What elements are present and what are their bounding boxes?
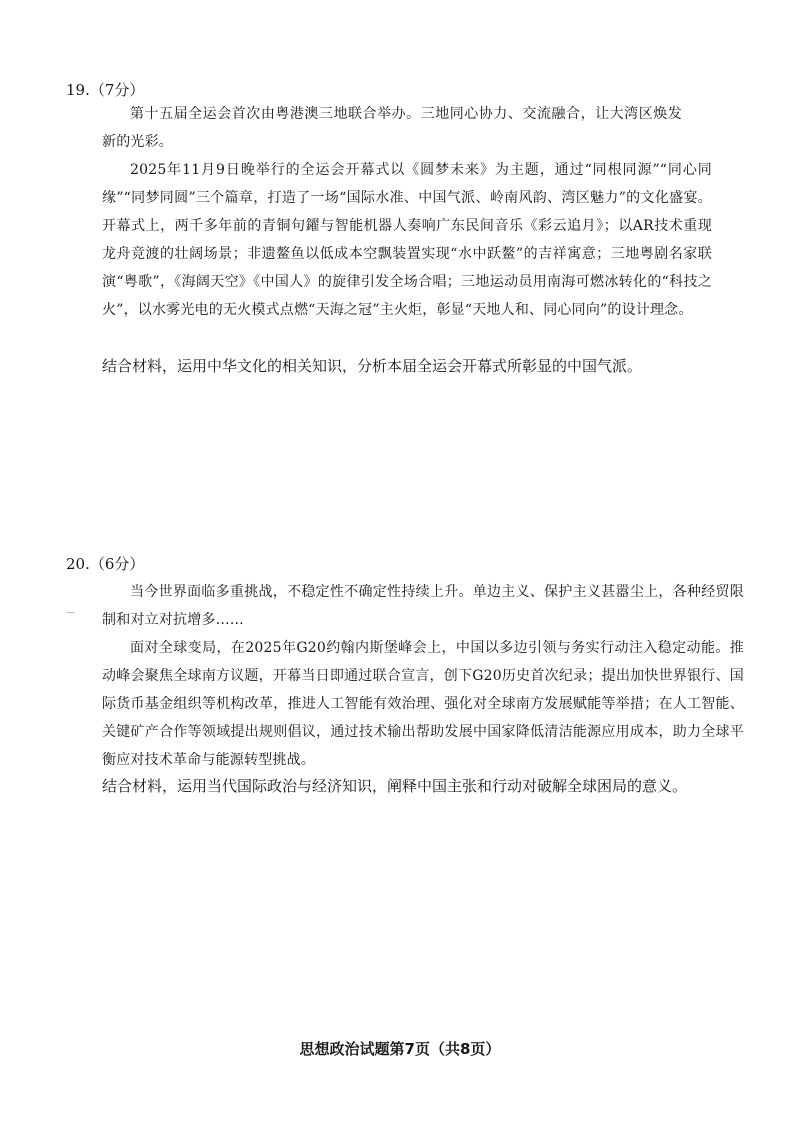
q19-header: 19.（7分） bbox=[66, 81, 145, 99]
q19-material-body: 2025年11月9日晚举行的全运会开幕式以《圆梦未来》为主题，通过“同根同源”“同心同缘”“同梦同圆”三个篇章，打造了一场“国际水准、中国气派、岭南风韵、湾区魅力”的文化盛宴。开幕式上，两千多年前的青铜句鑃与智能机器人奏响广东民间音乐《彩云追月》；以AR技术重现龙舟竞渡的壮阔场景；非遗鳌鱼以低成本空飘装置实现“水中跃鳌”的吉祥寓意；三地粤剧名家联演“粤歌”，《海阔天空》《中国人》的旋律引发全场合唱；三地运动员用南海可燃冰转化的“科技之火”，以水雾光电的无火模式点燃“天海之冠”主火炬，彰显“天地人和、同心同向”的设计理念。 bbox=[102, 162, 712, 318]
q20-material-body: 面对全球变局，在2025年G20约翰内斯堡峰会上，中国以多边引领与务实行动注入稳定动能。推动峰会聚焦全球南方议题，开幕当日即通过联合宣言，创下G20历史首次纪录；提出加快世界银行、国际货币基金组织等机构改革，推进人工智能有效治理、强化对全球南方发展赋能等举措；在人工智能、关键矿产合作等领域提出规则倡议，通过技术输出帮助发展中国家降低清洁能源应用成本，助力全球平衡应对技术革命与能源转型挑战。 bbox=[102, 640, 744, 768]
q20-question: 结合材料，运用当代国际政治与经济知识，阐释中国主张和行动对破解全球困局的意义。 bbox=[102, 777, 688, 795]
q20-material-intro: 当今世界面临多重挑战，不稳定性不确定性持续上升。单边主义、保护主义甚嚣尘上，各种经贸限制和对立对抗增多…… bbox=[102, 584, 744, 628]
q19-question: 结合材料，运用中华文化的相关知识，分析本届全运会开幕式所彰显的中国气派。 bbox=[102, 357, 643, 375]
scan-mark bbox=[66, 612, 75, 613]
q20-header: 20.（6分） bbox=[66, 555, 145, 573]
q19-material-intro: 第十五届全运会首次由粤港澳三地联合举办。三地同心协力、交流融合，让大湾区焕发新的光彩。 bbox=[102, 106, 682, 150]
page-footer: 思想政治试题第7页（共8页） bbox=[299, 1040, 501, 1058]
